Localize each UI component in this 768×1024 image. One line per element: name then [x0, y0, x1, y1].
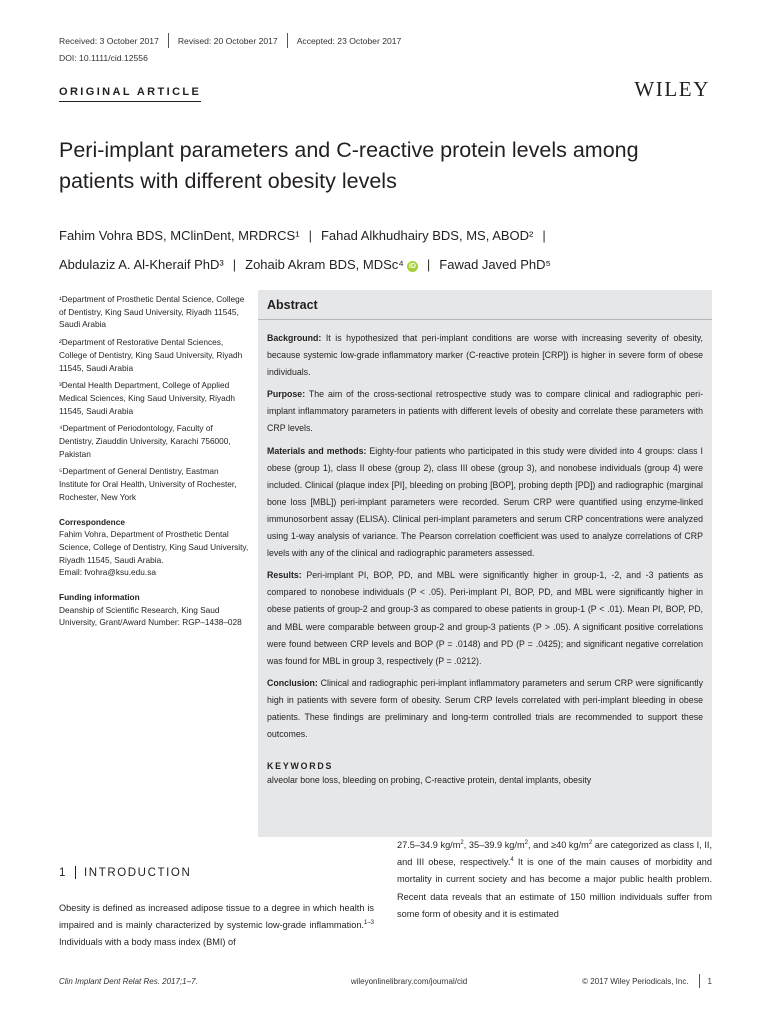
correspondence-text: Fahim Vohra, Department of Prosthetic Dental Science, College of Dentistry, King Saud University, Riyadh 11545, Saudi Arabia.: [59, 529, 249, 565]
keywords-list: alveolar bone loss, bleeding on probing, C-reactive protein, dental implants, obesity: [267, 775, 592, 786]
superscript: 2: [588, 839, 593, 846]
divider: [75, 866, 76, 879]
abstract-methods: [267, 443, 703, 563]
citation-link[interactable]: 4: [510, 857, 514, 864]
publisher-logo: WILEY: [634, 77, 710, 101]
doi[interactable]: DOI: 10.1111/cid.12556: [59, 53, 148, 63]
body-text: 27.5–34.9 kg/m: [397, 840, 461, 850]
divider: |: [232, 257, 237, 272]
body-text: , 35–39.9 kg/m: [463, 840, 525, 850]
divider: |: [426, 257, 431, 272]
keywords-heading: KEYWORDS: [267, 761, 334, 772]
copyright: © 2017 Wiley Periodicals, Inc.: [582, 976, 689, 986]
abstract-results: [267, 567, 703, 670]
publication-dates: [59, 33, 401, 48]
abstract-conclusion: [267, 675, 703, 743]
divider: [699, 974, 700, 988]
author-name[interactable]: Zohaib Akram BDS, MDSc⁴: [245, 257, 404, 272]
divider: |: [308, 228, 312, 243]
body-text: are categorized as class I, II, and III obese, respectively.: [397, 840, 712, 868]
revised-date: Revised: 20 October 2017: [177, 35, 278, 46]
author-name[interactable]: Fahad Alkhudhairy BDS, MS, ABOD²: [320, 228, 534, 243]
divider: |: [542, 228, 546, 243]
author-name[interactable]: Fawad Javed PhD⁵: [439, 257, 551, 272]
page-number: 1: [707, 976, 712, 986]
correspondence-email[interactable]: Email: fvohra@ksu.edu.sa: [59, 567, 156, 578]
abstract-label: Background:: [267, 333, 322, 343]
divider: [287, 33, 288, 48]
divider: [258, 319, 712, 320]
abstract-heading: Abstract: [267, 298, 318, 312]
funding-heading: Funding information: [59, 592, 140, 603]
affiliation: ⁴Department of Periodontology, Faculty of Dentistry, Ziauddin University, Karachi 756000, Pakistan: [59, 423, 231, 459]
abstract-label: Results:: [267, 570, 302, 581]
section-heading: [59, 866, 191, 879]
affiliation: ⁵Department of General Dentistry, Eastman Institute for Oral Health, University of Rochester, Rochester, New York: [59, 466, 237, 502]
author-line-2: [59, 250, 719, 279]
affiliation: ²Department of Restorative Dental Sciences, College of Dentistry, King Saud University, Riyadh 11545, Saudi Arabia: [59, 337, 243, 373]
author-name[interactable]: Abdulaziz A. Al-Kheraif PhD³: [59, 257, 224, 272]
journal-url[interactable]: wileyonlinelibrary.com/journal/cid: [350, 976, 468, 986]
funding-text: Deanship of Scientific Research, King Saud University, Grant/Award Number: RGP–1438–028: [59, 604, 242, 628]
abstract-text: Peri-implant PI, BOP, PD, and MBL were significantly higher in group-1, -2, and -3 patients as compared to nonobese individuals (P < .05). Peri-implant PI, BOP, PD, and MBL were significantly higher in obese patients of group-2 and group-3 as compared to obese patients in group-1 (P < .01). Mean PI, BOP, PD, and MBL were comparable between group-2 and group-3 patients (P > .05). A significant positive correlations were found between CRP levels and BOP (P = .0148) and PD (P = .0425); and significant negative correlation was found for MBL in group 3, respectively (P = .0212).: [267, 570, 703, 666]
body-text: Individuals with a body mass index (BMI) of: [59, 937, 236, 948]
abstract-label: Conclusion:: [267, 677, 318, 688]
abstract-text: The aim of the cross-sectional retrospective study was to compare clinical and radiographic peri-implant inflammatory parameters in patients with different levels of obesity and correlate these parameters with CRP levels.: [267, 389, 704, 434]
affiliation: ³Dental Health Department, College of Applied Medical Sciences, King Saud University, Riyadh 11545, Saudi Arabia: [59, 380, 236, 416]
abstract-box: [258, 290, 712, 837]
body-column-right: [397, 837, 712, 923]
abstract-background: [267, 330, 703, 381]
author-name[interactable]: Fahim Vohra BDS, MClinDent, MRDRCS¹: [59, 228, 300, 243]
author-list: [59, 221, 719, 279]
abstract-purpose: [267, 386, 703, 437]
abstract-label: Purpose:: [267, 389, 306, 400]
superscript: 2: [524, 839, 528, 846]
body-column-left: [59, 900, 374, 952]
divider: [168, 33, 169, 48]
body-text: , and ≥40 kg/m: [527, 840, 589, 850]
abstract-text: It is hypothesized that peri-implant conditions are worse with increasing severity of obesity, because systemic low-grade inflammatory marker (C-reactive protein [CRP]) is higher in severe form of obese individuals.: [267, 333, 703, 378]
orcid-icon[interactable]: iD: [408, 263, 416, 270]
sidebar-metadata: [59, 293, 249, 629]
citation-link[interactable]: 1–3: [363, 920, 374, 927]
abstract-label: Materials and methods:: [267, 445, 367, 456]
correspondence-heading: Correspondence: [59, 516, 125, 527]
article-title: Peri-implant parameters and C-reactive protein levels among patients with different obesity levels: [59, 138, 639, 193]
body-text: Obesity is defined as increased adipose tissue to a degree in which health is impaired and is mainly characterized by systemic low-grade inflammation.: [59, 903, 374, 931]
affiliation: ¹Department of Prosthetic Dental Science, College of Dentistry, King Saud University, Riyadh 11545, Saudi Arabia: [59, 294, 245, 330]
article-type: ORIGINAL ARTICLE: [59, 86, 201, 102]
section-number: 1: [59, 866, 67, 879]
page-footer: [59, 974, 712, 988]
abstract-text: Clinical and radiographic peri-implant inflammatory parameters and serum CRP were significantly high in patients with severe form of obesity. Serum CRP levels correlated with peri-implant bleeding in obese patients. These findings are preliminary and long-term controlled trials are recommended to support these outcomes.: [267, 677, 703, 740]
section-title: INTRODUCTION: [84, 866, 192, 879]
abstract-text: Eighty-four patients who participated in this study were divided into 4 groups: class I obese (group 1), class II obese (group 2), class III obese (group 3), and nonobese individuals (group 4) were included. Clinical (plaque index [PI], bleeding on probing [BOP], probing depth [PD]) and radiographic (marginal bone loss [MBL]) peri-implant parameters were recorded. Serum CRP were quantified using enzyme-linked immunosorbent assay (ELISA). Clinical peri-implant parameters and serum CRP concentrations were analyzed using 1-way analysis of variance. The Pearson correlation coefficient was used to analyze correlations of CRP levels with any of the clinical and radiographic parameters assessed.: [267, 445, 703, 559]
author-line-1: [59, 221, 719, 250]
received-date: Received: 3 October 2017: [59, 35, 159, 46]
superscript: 2: [460, 839, 464, 846]
body-text: It is one of the main causes of morbidity and mortality in current society and has become a major public health problem. Recent data reveals that an estimate of 150 million individuals suffer from some form of obesity and it is estimated: [397, 857, 712, 919]
journal-citation: Clin Implant Dent Relat Res. 2017;1–7.: [59, 976, 198, 986]
accepted-date: Accepted: 23 October 2017: [296, 35, 402, 46]
